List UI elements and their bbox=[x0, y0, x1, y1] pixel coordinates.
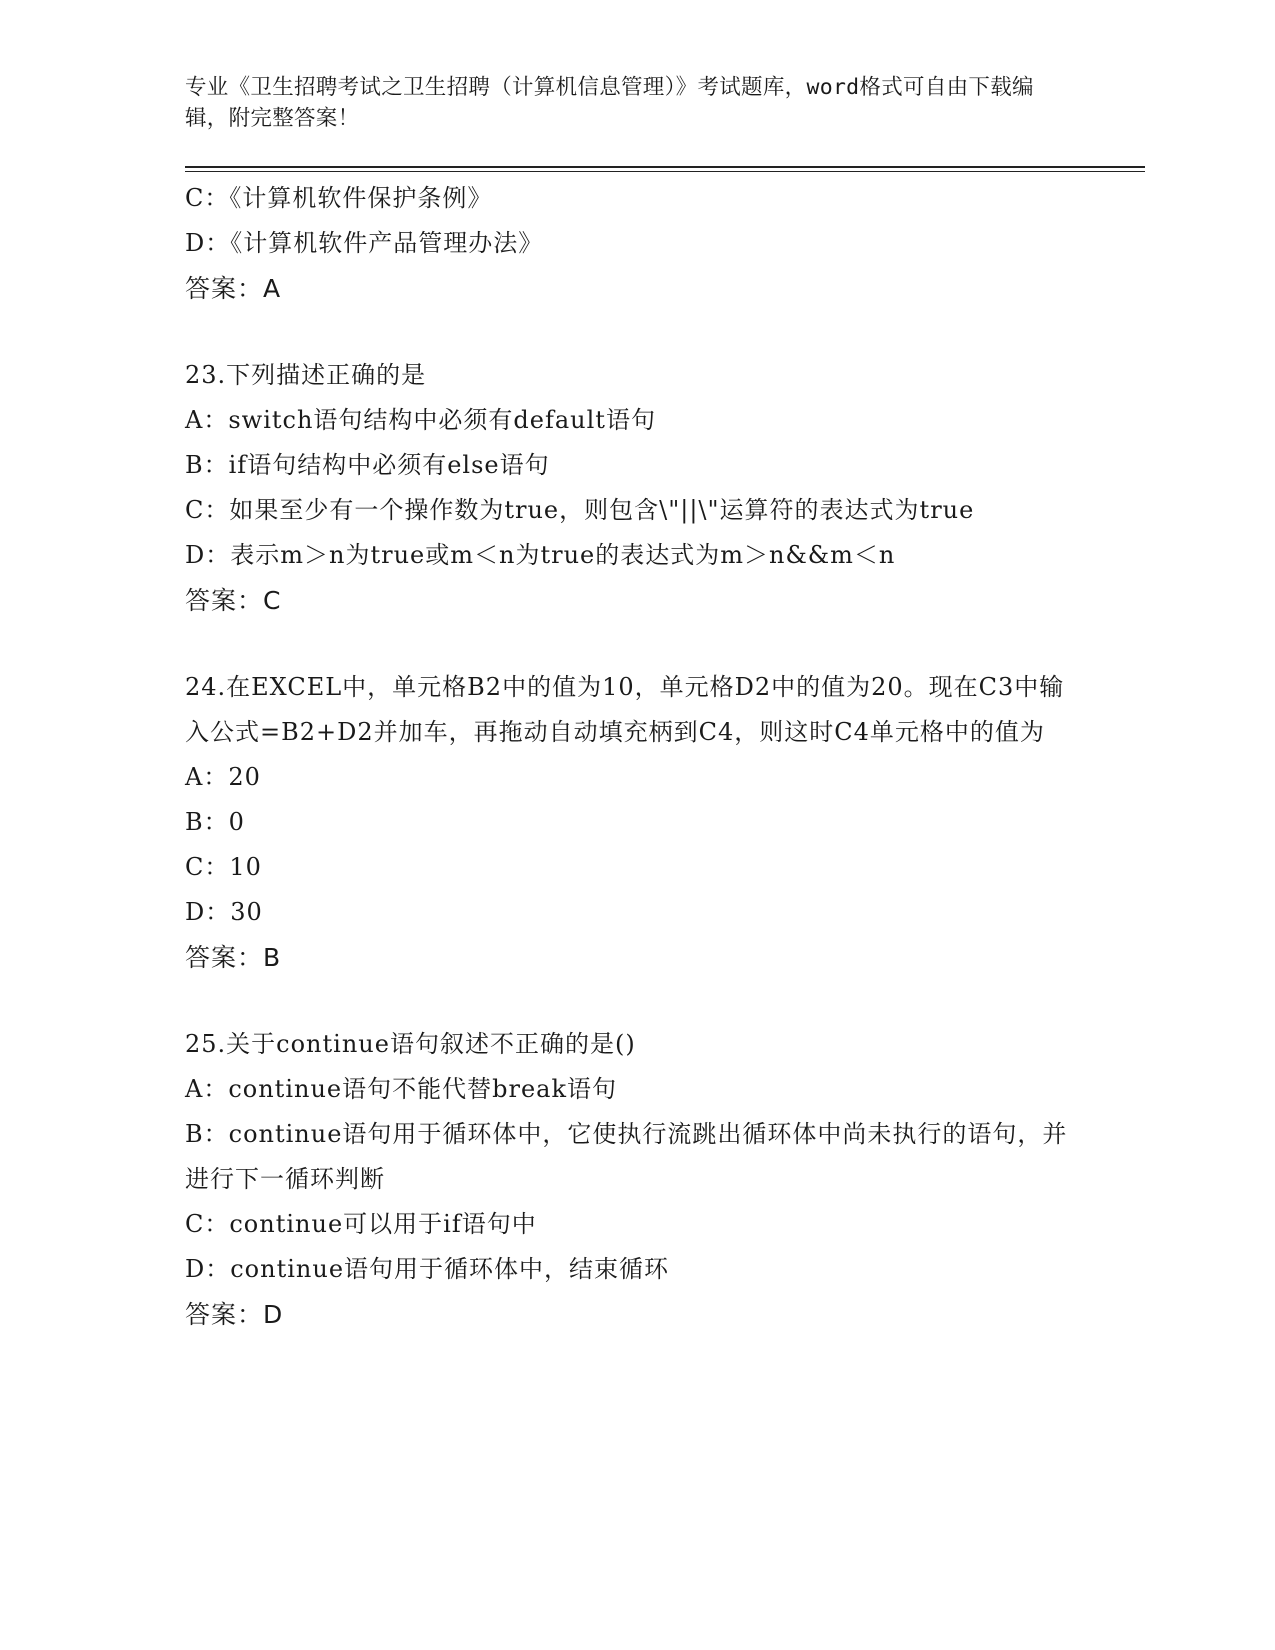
option-d: D：30 bbox=[185, 898, 263, 926]
option-a: A：continue语句不能代替break语句 bbox=[185, 1075, 618, 1103]
option-d: D：《计算机软件产品管理办法》 bbox=[185, 229, 544, 257]
option-c: C：10 bbox=[185, 853, 262, 881]
question-22-continued bbox=[185, 176, 1085, 311]
question-stem: 24.在EXCEL中，单元格B2中的值为10，单元格D2中的值为20。现在C3中输入公式=B2+D2并加车，再拖动自动填充柄到C4，则这时C4单元格中的值为 bbox=[185, 673, 1065, 746]
answer-line: 答案：B bbox=[185, 943, 282, 972]
option-a: A：switch语句结构中必须有default语句 bbox=[185, 406, 656, 434]
option-c: C：如果至少有一个操作数为true，则包含\"||\"运算符的表达式为true bbox=[185, 496, 975, 524]
question-stem: 23.下列描述正确的是 bbox=[185, 361, 427, 389]
question-24 bbox=[185, 665, 1085, 980]
option-c: C：continue可以用于if语句中 bbox=[185, 1210, 537, 1238]
option-b: B：continue语句用于循环体中，它使执行流跳出循环体中尚未执行的语句，并进行下一循环判断 bbox=[185, 1120, 1068, 1193]
option-a: A：20 bbox=[185, 763, 261, 791]
option-d: D：continue语句用于循环体中，结束循环 bbox=[185, 1255, 670, 1283]
question-23 bbox=[185, 353, 1085, 623]
question-stem: 25.关于continue语句叙述不正确的是() bbox=[185, 1030, 636, 1058]
option-b: B：0 bbox=[185, 808, 245, 836]
document-page bbox=[185, 72, 1145, 1337]
question-25 bbox=[185, 1022, 1085, 1337]
document-header: 专业《卫生招聘考试之卫生招聘（计算机信息管理）》考试题库，word格式可自由下载编辑，附完整答案！ bbox=[185, 75, 1034, 131]
answer-line: 答案：C bbox=[185, 586, 282, 615]
answer-line: 答案：A bbox=[185, 274, 282, 303]
header-divider bbox=[185, 166, 1145, 168]
option-d: D：表示m＞n为true或m＜n为true的表达式为m＞n&&m＜n bbox=[185, 541, 896, 569]
answer-line: 答案：D bbox=[185, 1300, 284, 1329]
option-b: B：if语句结构中必须有else语句 bbox=[185, 451, 550, 479]
option-c: C：《计算机软件保护条例》 bbox=[185, 184, 493, 212]
